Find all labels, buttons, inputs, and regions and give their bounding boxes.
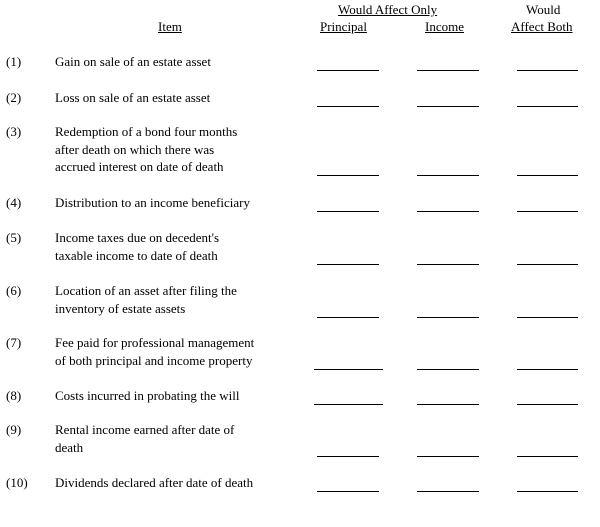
answer-blank-both[interactable] xyxy=(517,491,578,492)
question-text-line: Income taxes due on decedent's xyxy=(55,230,220,245)
question-text xyxy=(55,194,305,212)
answer-blank-principal[interactable] xyxy=(317,106,379,107)
question-text xyxy=(55,53,305,71)
question-number: (5) xyxy=(6,230,22,245)
question-text-line: Costs incurred in probating the will xyxy=(55,388,240,403)
question-text-line: inventory of estate assets xyxy=(55,300,186,316)
answer-blank-both[interactable] xyxy=(517,317,578,318)
question-text-line: Fee paid for professional management xyxy=(55,335,255,350)
question-text xyxy=(55,334,305,369)
question-text-line: after death on which there was xyxy=(55,141,215,157)
question-text-line: Redemption of a bond four months xyxy=(55,124,238,139)
answer-blank-principal[interactable] xyxy=(317,70,379,71)
question-text xyxy=(55,89,305,107)
answer-blank-principal[interactable] xyxy=(317,456,379,457)
header-income: Income xyxy=(425,19,464,34)
question-number: (8) xyxy=(6,388,22,403)
question-number: (4) xyxy=(6,195,22,210)
header-item: Item xyxy=(158,19,182,34)
question-text xyxy=(55,387,305,405)
question-text-line: Rental income earned after date of xyxy=(55,422,235,437)
question-number: (6) xyxy=(6,283,22,298)
answer-blank-both[interactable] xyxy=(517,404,578,405)
question-text-line: Gain on sale of an estate asset xyxy=(55,54,211,69)
question-text-line: accrued interest on date of death xyxy=(55,159,224,174)
question-text xyxy=(55,282,305,317)
question-text-line: Distribution to an income beneficiary xyxy=(55,195,250,210)
header-both-line1: Would xyxy=(526,2,561,17)
answer-blank-principal[interactable] xyxy=(317,264,379,265)
question-number: (10) xyxy=(6,475,28,490)
question-text xyxy=(55,229,305,264)
question-number: (1) xyxy=(6,54,22,69)
answer-blank-principal[interactable] xyxy=(314,369,383,370)
question-number: (9) xyxy=(6,422,22,437)
answer-blank-principal[interactable] xyxy=(317,491,379,492)
question-number: (2) xyxy=(6,90,22,105)
answer-blank-principal[interactable] xyxy=(317,317,379,318)
question-text-line: Location of an asset after filing the xyxy=(55,283,237,298)
answer-blank-both[interactable] xyxy=(517,175,578,176)
answer-blank-income[interactable] xyxy=(417,491,479,492)
header-principal: Principal xyxy=(320,19,367,34)
question-text-line: Loss on sale of an estate asset xyxy=(55,90,211,105)
question-text-line: of both principal and income property xyxy=(55,352,253,368)
header-group-title: Would Affect Only xyxy=(338,2,438,17)
question-text-line: Dividends declared after date of death xyxy=(55,475,254,490)
question-number: (3) xyxy=(6,124,22,139)
answer-blank-income[interactable] xyxy=(417,211,479,212)
question-text xyxy=(55,474,305,492)
header-both-line2: Affect Both xyxy=(511,19,573,34)
answer-blank-both[interactable] xyxy=(517,264,578,265)
question-text-line: taxable income to date of death xyxy=(55,247,218,263)
answer-blank-income[interactable] xyxy=(417,369,479,370)
answer-blank-income[interactable] xyxy=(417,175,479,176)
answer-blank-both[interactable] xyxy=(517,70,578,71)
answer-blank-both[interactable] xyxy=(517,211,578,212)
answer-blank-income[interactable] xyxy=(417,404,479,405)
question-number: (7) xyxy=(6,335,22,350)
answer-blank-both[interactable] xyxy=(517,456,578,457)
answer-blank-principal[interactable] xyxy=(317,175,379,176)
answer-blank-both[interactable] xyxy=(517,106,578,107)
answer-blank-both[interactable] xyxy=(517,369,578,370)
answer-blank-principal[interactable] xyxy=(317,211,379,212)
answer-blank-income[interactable] xyxy=(417,106,479,107)
answer-blank-principal[interactable] xyxy=(314,404,383,405)
answer-blank-income[interactable] xyxy=(417,264,479,265)
question-text xyxy=(55,123,305,176)
answer-blank-income[interactable] xyxy=(417,456,479,457)
answer-blank-income[interactable] xyxy=(417,70,479,71)
question-text-line: death xyxy=(55,439,84,455)
question-text xyxy=(55,421,305,456)
answer-blank-income[interactable] xyxy=(417,317,479,318)
